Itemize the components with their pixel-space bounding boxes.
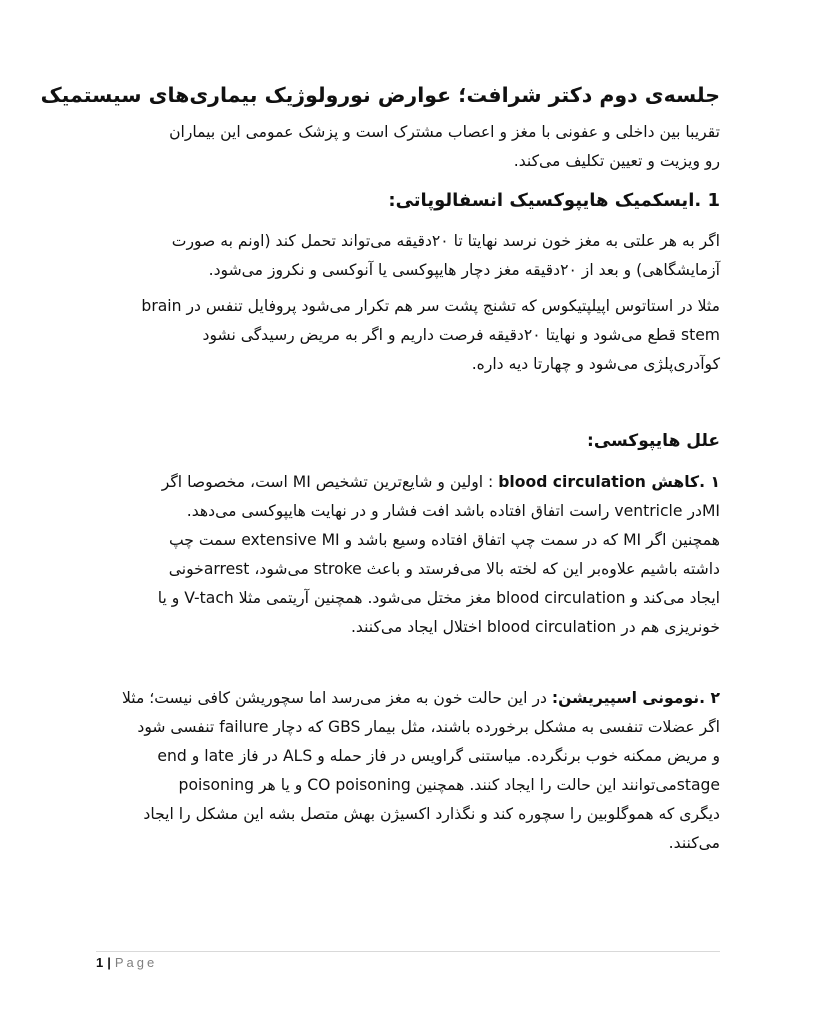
intro-paragraph [100, 118, 720, 176]
paragraph-line: stem قطع می‌شود و نهایتا ۲۰دقیقه فرصت داریم و اگر به مریض رسیدگی نشود [202, 326, 720, 344]
intro-line: تقریبا بین داخلی و عفونی با مغز و اعصاب مشترک است و پزشک عمومی این بیماران [169, 123, 720, 141]
item-lead: ۱ .کاهش blood circulation [498, 473, 720, 491]
paragraph-line: stageمی‌توانند این حالت را ایجاد کنند. همچنین CO poisoning و یا هر poisoning [178, 776, 720, 794]
section2-item-2 [100, 684, 720, 858]
paragraph-line: و مریض ممکنه خوب برنگرده. میاستنی گراویس در فاز حمله و ALS در فاز late و end [157, 747, 720, 765]
paragraph-line [100, 684, 720, 713]
paragraph-line: خونریزی هم در blood circulation اختلال ایجاد می‌کنند. [350, 618, 720, 636]
paragraph-line: داشته باشیم علاوه‌بر این که لخته بالا می‌فرستد و باعث stroke می‌شود، arrestخونی [168, 560, 720, 578]
item-text: در این حالت خون به مغز می‌رسد اما سچوریشن کافی نیست؛ مثلا [121, 689, 552, 707]
intro-line: رو ویزیت و تعیین تکلیف می‌کند. [513, 152, 720, 170]
section2-heading: علل هایپوکسی: [587, 431, 720, 451]
paragraph-line: اگر به هر علتی به مغز خون نرسد نهایتا تا ۲۰دقیقه می‌تواند تحمل کند (اونم به صورت [171, 232, 720, 250]
page-number: 1 [96, 955, 104, 970]
paragraph-line: آزمایشگاهی) و بعد از ۲۰دقیقه مغز دچار هایپوکسی یا آنوکسی و نکروز می‌شود. [208, 261, 720, 279]
item-lead: ۲ .نومونی اسپیریشن: [551, 689, 720, 707]
paragraph-line: MIدر ventricle راست اتفاق افتاده باشد افت فشار و در نهایت هایپوکسی می‌دهد. [186, 502, 720, 520]
item-text: : اولین و شایع‌ترین تشخیص MI است، مخصوصا اگر [161, 473, 499, 491]
page-label: Page [114, 955, 158, 970]
paragraph-line: ایجاد می‌کند و blood circulation مغز مختل می‌شود. همچنین آریتمی مثلا V-tach و یا [157, 589, 720, 607]
paragraph-line: دیگری که هموگلوبین را سچوره کند و نگذارد اکسیژن بهش متصل بشه این مشکل را ایجاد [143, 805, 720, 823]
page-footer [96, 955, 157, 970]
paragraph-line: اگر عضلات تنفسی به مشکل برخورده باشند، مثل بیمار GBS که دچار failure تنفسی شود [137, 718, 720, 736]
section1-heading: 1 .ایسکمیک هایپوکسیک انسفالوپاتی: [388, 190, 720, 211]
section1-paragraph-2 [100, 292, 720, 379]
page-title: جلسه‌ی دوم دکتر شرافت؛ عوارض نورولوژیک بیماری‌های سیستمیک [40, 83, 720, 107]
footer-separator: | [107, 955, 111, 970]
paragraph-line [100, 468, 720, 497]
paragraph-line: کوآدری‌پلژی می‌شود و چهارتا دیه داره. [471, 355, 720, 373]
footer-divider [96, 951, 720, 952]
section2-item-1 [100, 468, 720, 642]
section1-paragraph-1 [100, 227, 720, 285]
paragraph-line: می‌کنند. [668, 834, 720, 852]
paragraph-line: همچنین اگر MI که در سمت چپ اتفاق افتاده وسیع باشد و extensive MI سمت چپ [168, 531, 720, 549]
paragraph-line: مثلا در استاتوس اپیلپتیکوس که تشنج پشت سر هم تکرار می‌شود پروفایل تنفس در brain [141, 297, 720, 315]
